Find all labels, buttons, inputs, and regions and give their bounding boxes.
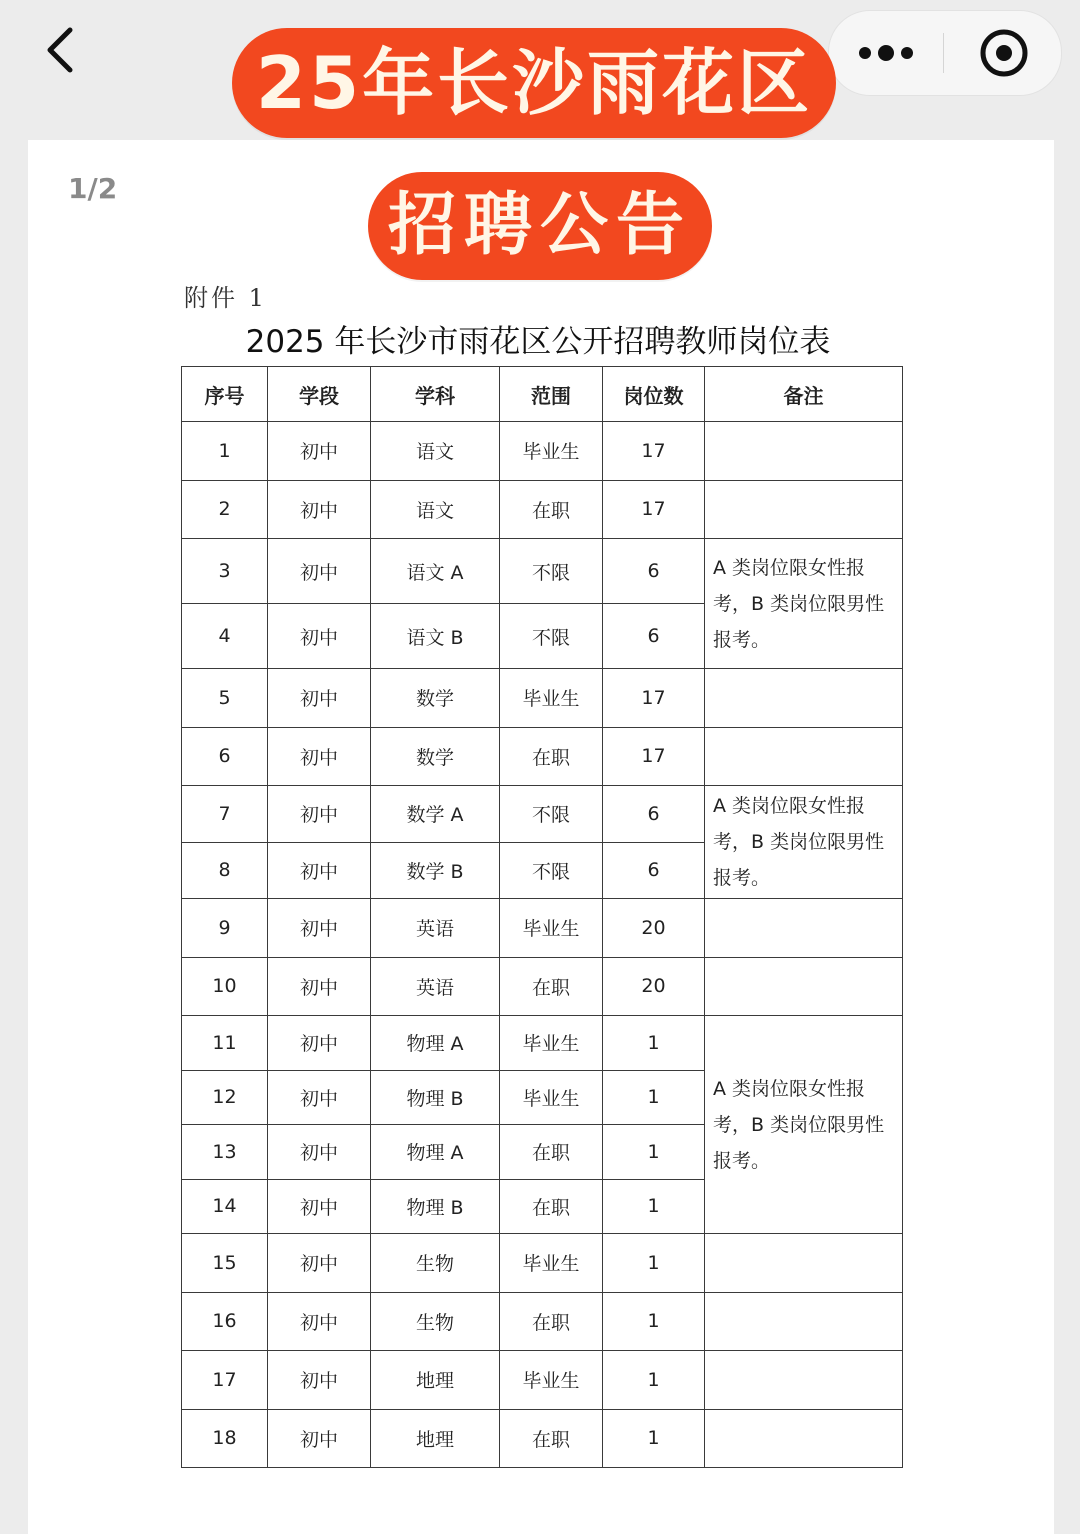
- cell-count: 20: [603, 957, 705, 1016]
- cell-stage: 初中: [268, 957, 371, 1016]
- table-row: [182, 957, 903, 1016]
- cell-scope: 在职: [500, 727, 603, 786]
- cell-no: 6: [182, 727, 268, 786]
- cell-count: 17: [603, 669, 705, 728]
- cell-no: 11: [182, 1016, 268, 1071]
- cell-scope: 不限: [500, 539, 603, 604]
- cell-subject: 数学 B: [371, 842, 500, 899]
- cell-subject: 地理: [371, 1351, 500, 1410]
- cell-note: [705, 727, 903, 786]
- target-circle-icon: [947, 11, 1061, 95]
- attachment-label: 附件 1: [184, 284, 267, 312]
- cell-no: 18: [182, 1409, 268, 1468]
- cell-subject: 地理: [371, 1409, 500, 1468]
- table-row: [182, 786, 903, 843]
- cell-note-gender-rule: A 类岗位限女性报考，B 类岗位限男性报考。: [705, 786, 903, 899]
- cell-note-gender-rule: A 类岗位限女性报考，B 类岗位限男性报考。: [705, 539, 903, 669]
- cell-no: 7: [182, 786, 268, 843]
- cell-count: 1: [603, 1409, 705, 1468]
- cell-count: 6: [603, 786, 705, 843]
- table-row: [182, 1016, 903, 1071]
- table-row: [182, 539, 903, 604]
- cell-stage: 初中: [268, 422, 371, 481]
- cell-scope: 毕业生: [500, 1351, 603, 1410]
- cell-stage: 初中: [268, 1016, 371, 1071]
- document-title: 2025 年长沙市雨花区公开招聘教师岗位表: [245, 324, 831, 360]
- capsule-divider: [943, 33, 944, 73]
- cell-no: 15: [182, 1234, 268, 1293]
- cell-stage: 初中: [268, 1234, 371, 1293]
- cell-stage: 初中: [268, 727, 371, 786]
- cell-scope: 不限: [500, 604, 603, 669]
- cell-stage: 初中: [268, 1125, 371, 1180]
- cell-count: 1: [603, 1016, 705, 1071]
- cell-note-gender-rule: A 类岗位限女性报考，B 类岗位限男性报考。: [705, 1016, 903, 1234]
- cell-stage: 初中: [268, 1179, 371, 1234]
- cell-count: 1: [603, 1179, 705, 1234]
- cell-subject: 语文 A: [371, 539, 500, 604]
- cell-count: 1: [603, 1125, 705, 1180]
- cell-note: [705, 1351, 903, 1410]
- cell-note: [705, 480, 903, 539]
- cell-scope: 在职: [500, 1292, 603, 1351]
- cell-subject: 物理 A: [371, 1016, 500, 1071]
- header-subject: 学科: [371, 367, 500, 422]
- cell-subject: 语文 B: [371, 604, 500, 669]
- cell-subject: 物理 B: [371, 1070, 500, 1125]
- table-row: [182, 1409, 903, 1468]
- cell-count: 1: [603, 1292, 705, 1351]
- cell-note: [705, 422, 903, 481]
- more-dots-icon: [829, 11, 943, 95]
- cell-count: 6: [603, 539, 705, 604]
- cell-stage: 初中: [268, 1292, 371, 1351]
- mini-program-capsule: [828, 10, 1062, 96]
- cell-no: 5: [182, 669, 268, 728]
- cell-stage: 初中: [268, 1409, 371, 1468]
- cell-subject: 数学: [371, 727, 500, 786]
- cell-scope: 不限: [500, 842, 603, 899]
- cell-no: 3: [182, 539, 268, 604]
- cell-no: 17: [182, 1351, 268, 1410]
- promo-banner-subtitle: 招聘公告: [368, 172, 712, 280]
- cell-count: 6: [603, 604, 705, 669]
- table-row: [182, 480, 903, 539]
- cell-subject: 数学 A: [371, 786, 500, 843]
- cell-note: [705, 669, 903, 728]
- cell-subject: 生物: [371, 1234, 500, 1293]
- table-row: [182, 1292, 903, 1351]
- cell-note: [705, 1409, 903, 1468]
- cell-scope: 毕业生: [500, 422, 603, 481]
- cell-scope: 毕业生: [500, 669, 603, 728]
- cell-scope: 在职: [500, 1179, 603, 1234]
- cell-scope: 毕业生: [500, 1070, 603, 1125]
- cell-scope: 不限: [500, 786, 603, 843]
- cell-note: [705, 1292, 903, 1351]
- cell-subject: 英语: [371, 899, 500, 958]
- cell-subject: 生物: [371, 1292, 500, 1351]
- table-row: [182, 1234, 903, 1293]
- table-row: [182, 727, 903, 786]
- table-row: [182, 669, 903, 728]
- cell-scope: 在职: [500, 1409, 603, 1468]
- cell-stage: 初中: [268, 1351, 371, 1410]
- close-button[interactable]: [947, 11, 1061, 95]
- cell-scope: 在职: [500, 957, 603, 1016]
- cell-scope: 毕业生: [500, 1234, 603, 1293]
- header-count: 岗位数: [603, 367, 705, 422]
- cell-count: 1: [603, 1351, 705, 1410]
- header-stage: 学段: [268, 367, 371, 422]
- cell-stage: 初中: [268, 669, 371, 728]
- cell-no: 12: [182, 1070, 268, 1125]
- cell-no: 13: [182, 1125, 268, 1180]
- chevron-left-icon: [30, 18, 94, 82]
- cell-no: 10: [182, 957, 268, 1016]
- cell-count: 1: [603, 1234, 705, 1293]
- header-scope: 范围: [500, 367, 603, 422]
- cell-subject: 物理 B: [371, 1179, 500, 1234]
- cell-stage: 初中: [268, 899, 371, 958]
- cell-no: 1: [182, 422, 268, 481]
- cell-subject: 语文: [371, 422, 500, 481]
- cell-stage: 初中: [268, 480, 371, 539]
- cell-subject: 物理 A: [371, 1125, 500, 1180]
- cell-scope: 毕业生: [500, 1016, 603, 1071]
- cell-count: 1: [603, 1070, 705, 1125]
- document-page: [28, 140, 1054, 1534]
- cell-note: [705, 899, 903, 958]
- table-row: [182, 899, 903, 958]
- cell-count: 17: [603, 480, 705, 539]
- cell-count: 17: [603, 422, 705, 481]
- cell-stage: 初中: [268, 786, 371, 843]
- header-no: 序号: [182, 367, 268, 422]
- page-indicator: 1/2: [68, 172, 118, 205]
- cell-note: [705, 1234, 903, 1293]
- cell-stage: 初中: [268, 842, 371, 899]
- header-note: 备注: [705, 367, 903, 422]
- back-button[interactable]: [30, 18, 94, 82]
- cell-no: 9: [182, 899, 268, 958]
- cell-count: 17: [603, 727, 705, 786]
- cell-subject: 语文: [371, 480, 500, 539]
- more-button[interactable]: [829, 11, 943, 95]
- cell-stage: 初中: [268, 1070, 371, 1125]
- cell-stage: 初中: [268, 539, 371, 604]
- cell-scope: 在职: [500, 480, 603, 539]
- cell-no: 8: [182, 842, 268, 899]
- table-header-row: [182, 367, 903, 422]
- promo-banner-title: 25年长沙雨花区: [232, 28, 836, 138]
- cell-count: 20: [603, 899, 705, 958]
- cell-scope: 毕业生: [500, 899, 603, 958]
- cell-no: 14: [182, 1179, 268, 1234]
- cell-subject: 数学: [371, 669, 500, 728]
- cell-scope: 在职: [500, 1125, 603, 1180]
- table-row: [182, 422, 903, 481]
- cell-note: [705, 957, 903, 1016]
- cell-subject: 英语: [371, 957, 500, 1016]
- cell-stage: 初中: [268, 604, 371, 669]
- cell-no: 2: [182, 480, 268, 539]
- positions-table: [181, 366, 903, 1468]
- table-row: [182, 1351, 903, 1410]
- cell-no: 16: [182, 1292, 268, 1351]
- cell-no: 4: [182, 604, 268, 669]
- cell-count: 6: [603, 842, 705, 899]
